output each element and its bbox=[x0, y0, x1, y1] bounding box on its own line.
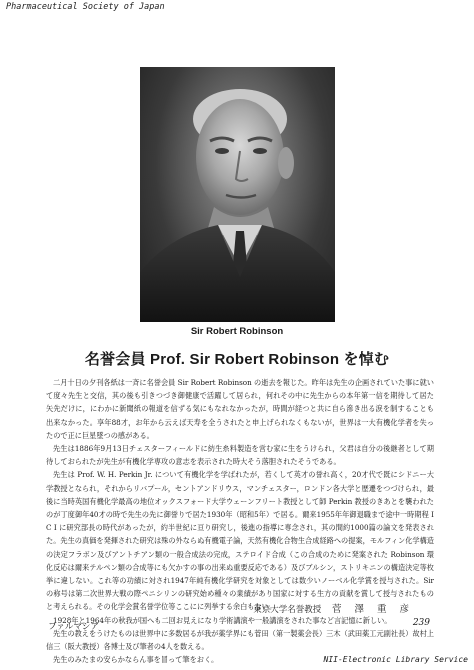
page-number: 239 bbox=[412, 618, 430, 628]
paragraph: 1928年と1964年の秋我が国へも二回お見えになり学術講演や一般講演をされた事など言記憶に新しい。 bbox=[53, 615, 392, 625]
paragraph: 二月十日の夕刊各紙は一斉に名誉会員 Sir Robert Robinson の逝去を報じた。昨年は先生の企画されていた事に就いて度々先生と交信，其の後も引きつづき御健康で活躍して居られ，何れその中に先生からの本年第一信を期待して居た矢先だけに，にわかに新聞紙の報道を信ずる気にもなれなかったが，時間が経つと共に自ら滲き出る涙を制することも出来なかった。享年88才，お年から云えば天寿を全うされたと申上げられなくもないが，世界は一大有機化学者を失ったので正に巨星墜つの感がある。 bbox=[46, 378, 434, 440]
portrait-photo bbox=[140, 67, 335, 322]
signature-affiliation: 東京大学名誉教授 bbox=[253, 605, 322, 615]
signature-name: 菅 澤 重 彦 bbox=[331, 604, 414, 615]
paragraph: 先生のみたまの安らかならん事を冒って筆をおく。 bbox=[53, 655, 219, 665]
paragraph: 先生は1886年9月13日チェスターフィールドに紡生糸料製造を営む家に生をうけられ，父君は自分の後継者として期待しておられたが先生が有機化学専攻の意志を表示された時大そう落胆されたそうである。 bbox=[46, 444, 434, 467]
photo-caption: Sir Robert Robinson bbox=[190, 326, 284, 337]
portrait-illustration bbox=[140, 67, 335, 322]
journal-name: ファルマシア bbox=[48, 622, 99, 632]
article-body bbox=[46, 376, 434, 666]
society-header: Pharmaceutical Society of Japan bbox=[6, 2, 165, 12]
signature bbox=[253, 601, 414, 615]
paragraph: 先生は Prof. W. H. Perkin Jr. について有機化学を学ばれたが，若くして英才の誉れ高く，20才代で既にシドニー大学教授となられ，それからリバプール，セントアンドリウス，マンチェスター，ロンドン各大学と歴遷をつづけられ，最後に当時英国有機化学最高の地位オックスフォード大学ウェーンフリート教授として師 Perkin 教授のきあとを襲われたのが丁度御年40才の時で先生の先に御誉りで居た1930年（昭和5年）で居る。爾来1955年年御退職まで途中一時期程 I C I に研究部長の時代があったが，約半世紀に亘り研究し，後進の指導に専念され，其の間約1000篇の論文を発表された。先生の真価を発揮された研究は殊の外ならぬ有機電子論，天然有機化合物生合成経路への提案，モルフィン化学構造の決定フラボン及びアントチアン類の一般合成法の完成，ステロイド合成（この合成のために発案された Robinson 環化反応は爾来テルペン類の合成等にも欠かすの事の出来ぬ重要反応である）及びブルシン，ストリキニンの構造決定等枚挙に違しない。これ等の功績に対され1947年純有機化学研究を対象としては数少いノーベル化学賞を授与された。Sir の称号は第二次世界大戦の際ペニシリンの研究始め種々の業績があり国家に対する生方の貢献を賞して授与されたものと考えられる。その化学会賞名誉学位等ここにに列挙する余白もない。 bbox=[46, 470, 434, 612]
article-title: 名誉会員 Prof. Sir Robert Robinson を悼む bbox=[84, 351, 390, 368]
library-service-footer: NII-Electronic Library Service bbox=[323, 655, 468, 664]
paragraph: 先生の教えをうけたものは世界中に多数居るが我が薬学界にも菅田（第一製薬会長）三木（武田薬工元副社長）故村上信三（阪大教授）各博士及び筆者の4人を数える。 bbox=[46, 628, 434, 652]
